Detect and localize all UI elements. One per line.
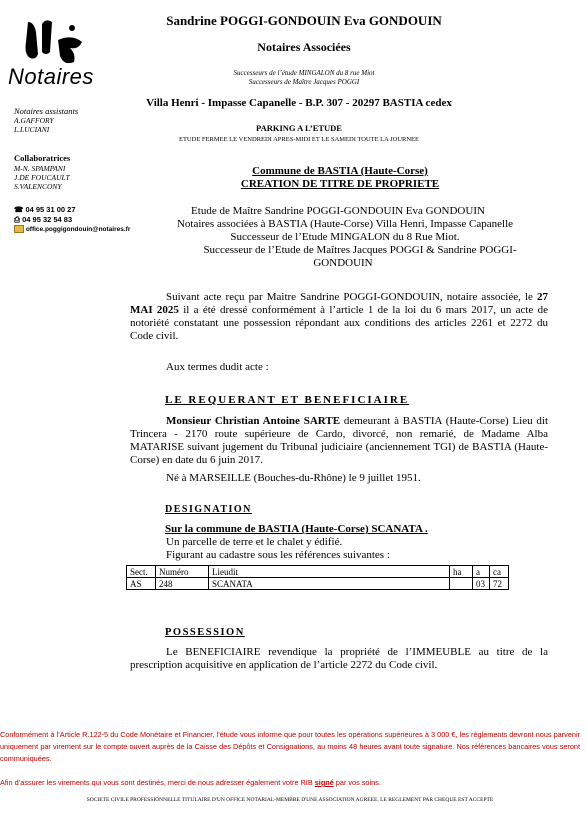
table-cell: 72: [490, 578, 509, 590]
rib-signed: signé: [314, 778, 334, 787]
table-header-cell: a: [473, 566, 490, 578]
cadastre-intro: Figurant au cadastre sous les références suivantes :: [166, 549, 390, 561]
closing-notice: ETUDE FERMEE LE VENDREDI APRES-MIDI ET LE SAMEDI TOUTE LA JOURNEE: [178, 136, 419, 143]
table-header-cell: Numéro: [156, 566, 209, 578]
commune-line: Sur la commune de BASTIA (Haute-Corse) SCANATA .: [165, 523, 428, 535]
etude-line: Successeur de l’Etude de Maîtres Jacques POGGI & Sandrine POGGI-: [203, 244, 517, 256]
requerant-heading: LE REQUERANT ET BENEFICIAIRE: [165, 394, 410, 406]
rib-text-a: Afin d’assurer les virements qui vous sont destinés, merci de nous adresser également votre RIB: [0, 778, 315, 787]
collaborator-name: S.VALENCONY: [14, 182, 62, 191]
table-header-cell: ca: [490, 566, 509, 578]
intro-paragraph: [130, 291, 548, 343]
phone-number: 04 95 31 00 27: [25, 205, 76, 214]
assistants-heading: Notaires assistants: [14, 106, 79, 116]
etude-line: Etude de Maître Sandrine POGGI-GONDOUIN Eva GONDOUIN: [191, 205, 485, 217]
parking-notice: PARKING A L’ETUDE: [256, 123, 342, 133]
table-header-cell: ha: [450, 566, 473, 578]
legal-footer: SOCIETE CIVILE PROFESSIONNELLE TITULAIRE D'UN OFFICE NOTARIAL-MEMBRE D'UNE ASSOCIATION AGREEE, LE REGLEMENT PAR CHEQUE EST ACCEPTE: [86, 797, 494, 803]
collaborator-name: J.DE FOUCAULT: [14, 173, 70, 182]
table-header-cell: Lieudit: [209, 566, 450, 578]
possession-paragraph: Le BENEFICIAIRE revendique la propriété de l’IMMEUBLE au titre de la prescription acquisitive en application de l’article 2272 du Code civil.: [130, 646, 548, 671]
rib-notice: [0, 777, 580, 789]
assistant-name: A.GAFFORY: [14, 116, 54, 125]
fax-icon: ⎙: [14, 215, 20, 224]
requerant-text: demeurant à BASTIA (Haute-Corse) Lieu dit Trincera - 2170 route supérieure de Cardo, divorcé, non remarié, de Madame Alba MATARISE suivant jugement du Tribunal judiciaire (anciennement TGI) de BASTIA (Haute-Corse) en date du 6 juin 2017.: [130, 415, 549, 466]
collaborator-name: M-N. SPAMPANI: [14, 164, 66, 173]
requerant-name: Monsieur Christian Antoine SARTE: [166, 415, 341, 427]
successor-line-1: Successeurs de l’étude MINGALON du 8 rue Miot: [233, 69, 375, 77]
document-title: CREATION DE TITRE DE PROPRIETE: [240, 178, 440, 190]
office-address: Villa Henri - Impasse Capanelle - B.P. 307 - 20297 BASTIA cedex: [146, 97, 452, 109]
envelope-icon: [14, 225, 24, 233]
intro-text-a: Suivant acte reçu par Maitre Sandrine POGGI-GONDOUIN, notaire associée, le: [166, 291, 537, 303]
intro-text-b: il a été dressé conformément à l’article 1 de la loi du 6 mars 2017, un acte de notoriété constatant une possession répondant aux conditions des articles 2261 et 2272 du Code civil.: [130, 304, 549, 342]
etude-line: Successeur de l’Etude MINGALON du 8 Rue Miot.: [230, 231, 460, 243]
table-header-row: [127, 566, 509, 578]
assistant-name: L.LUCIANI: [14, 125, 50, 134]
table-row: [127, 578, 509, 590]
requerant-paragraph: [130, 415, 548, 467]
collaborators-heading: Collaboratrices: [14, 153, 71, 163]
cadastre-table: [126, 565, 509, 590]
notary-names: Sandrine POGGI-GONDOUIN Eva GONDOUIN: [166, 13, 442, 28]
logo-text: Notaires: [8, 64, 94, 89]
possession-heading: POSSESSION: [165, 627, 245, 638]
successor-line-2: Successeurs de Maître Jacques POGGI: [248, 78, 360, 86]
etude-block: [150, 205, 550, 270]
rib-text-c: par vos soins.: [333, 778, 381, 787]
table-cell: [450, 578, 473, 590]
payment-notice: Conformément à l’Article R.122-5 du Code Monétaire et Financier, l’étude vous informe que pour toutes les opérations supérieures à 3 000 €, les règlements devront nous parvenir uniquement par virement sur le compte ouvert auprès de la Caisse des Dépôts et Consignations, au moins 48 heures avant toute signature. Nos références bancaires vous seront communiquées.: [0, 730, 580, 763]
commune-heading: Commune de BASTIA (Haute-Corse): [252, 165, 428, 177]
table-cell: SCANATA: [209, 578, 450, 590]
birth-line: Né à MARSEILLE (Bouches-du-Rhône) le 9 juillet 1951.: [166, 472, 421, 484]
table-header-cell: Sect.: [127, 566, 156, 578]
etude-line: Notaires associées à BASTIA (Haute-Corse) Villa Henri, Impasse Capanelle: [176, 218, 514, 230]
etude-line: GONDOUIN: [313, 257, 373, 269]
act-date: 27 MAI 2025: [130, 291, 548, 316]
table-cell: 248: [156, 578, 209, 590]
email-link[interactable]: office.poggigondouin@notaires.fr: [25, 226, 131, 233]
phone-icon: ☎: [14, 205, 24, 214]
aux-termes: Aux termes dudit acte :: [166, 361, 269, 373]
table-cell: AS: [127, 578, 156, 590]
notary-title: Notaires Associées: [257, 40, 351, 54]
designation-heading: DESIGNATION: [165, 504, 252, 515]
parcel-description: Un parcelle de terre et le chalet y édifié.: [166, 536, 343, 548]
fax-number: 04 95 32 54 83: [22, 215, 73, 224]
table-cell: 03: [473, 578, 490, 590]
